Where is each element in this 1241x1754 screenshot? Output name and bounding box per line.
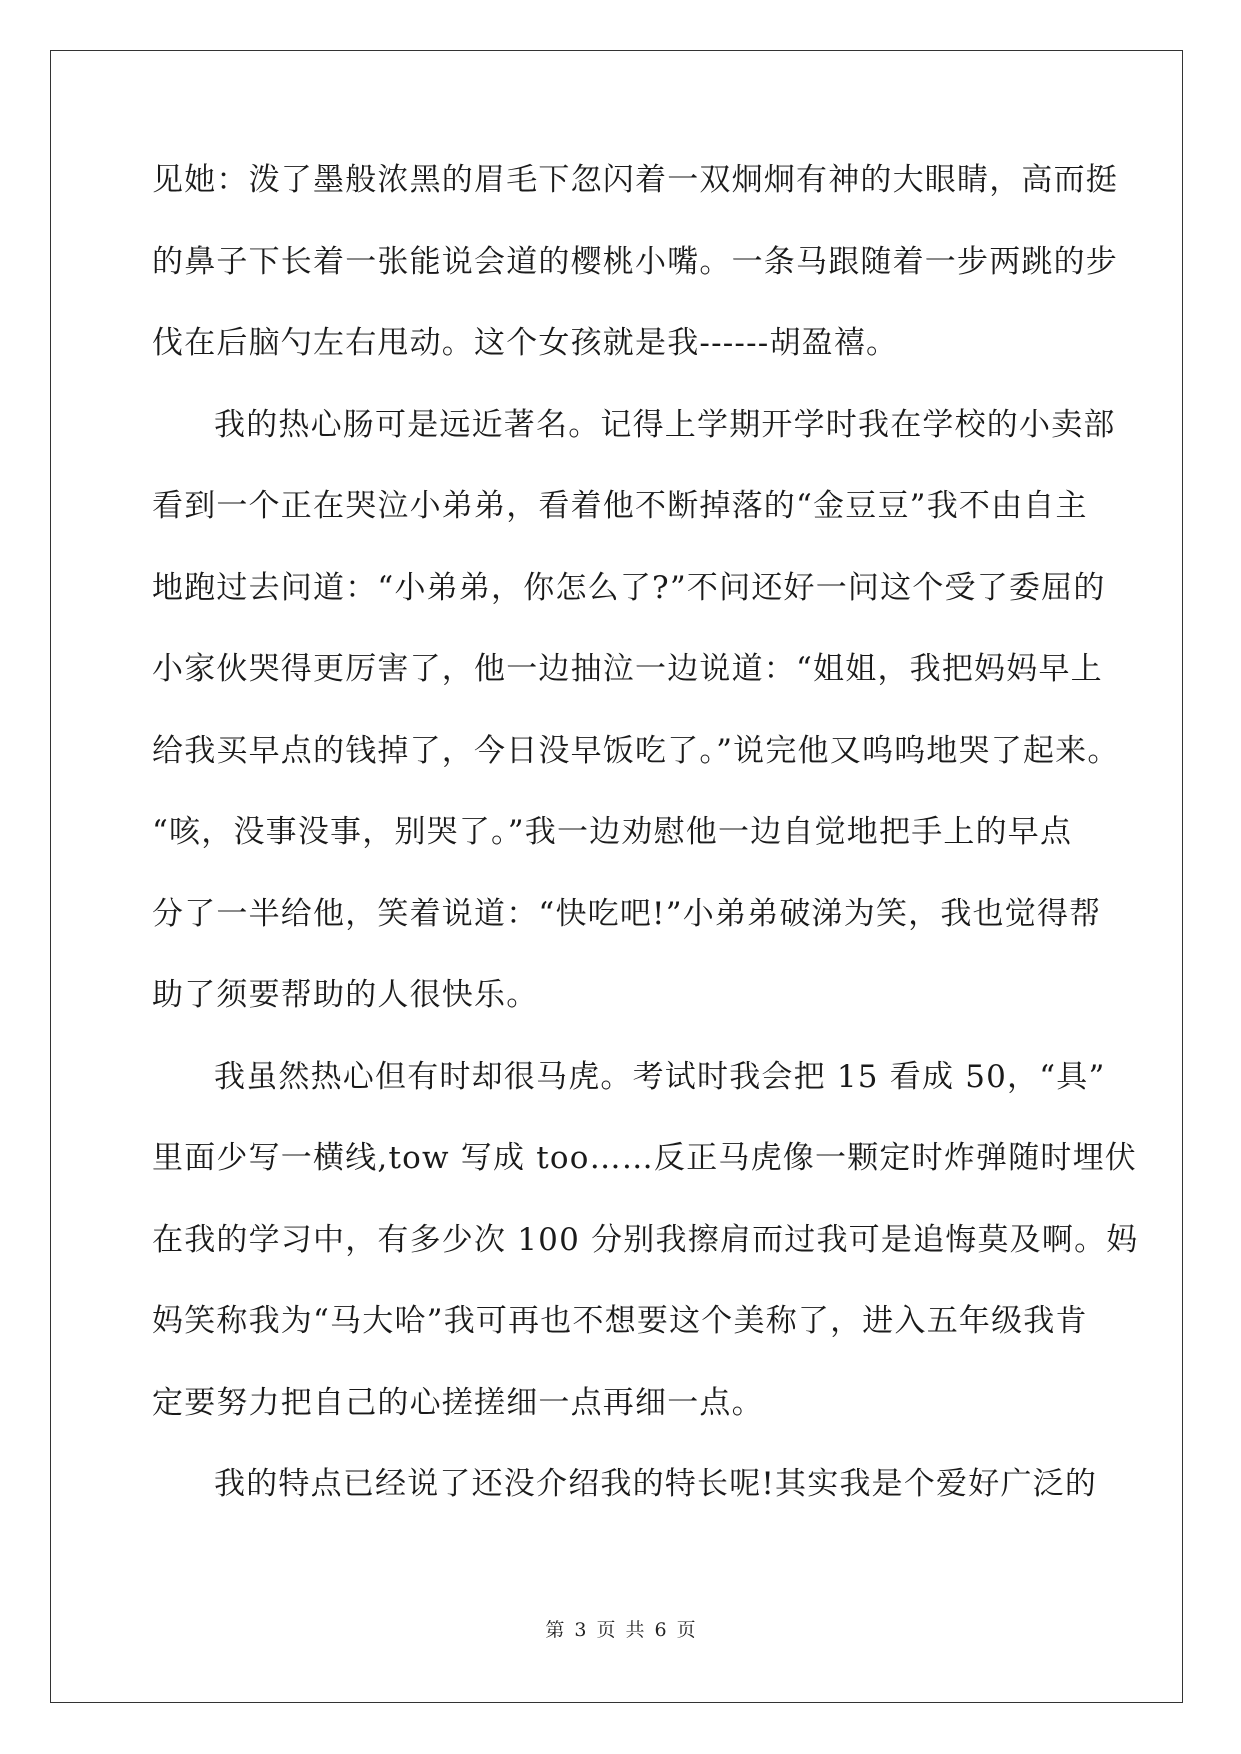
page-footer [0, 1618, 1241, 1642]
text-line: 分了一半给他，笑着说道：“快吃吧!”小弟弟破涕为笑，我也觉得帮 [152, 895, 1102, 932]
text-line: 定要努力把自己的心搓搓细一点再细一点。 [152, 1384, 764, 1421]
text-line: 地跑过去问道：“小弟弟，你怎么了?”不问还好一问这个受了委屈的 [152, 569, 1106, 606]
paragraph-start-line: 我的热心肠可是远近著名。记得上学期开学时我在学校的小卖部 [214, 406, 1116, 443]
text-line: 小家伙哭得更厉害了，他一边抽泣一边说道：“姐姐，我把妈妈早上 [152, 651, 1103, 687]
text-line: 伐在后脑勺左右甩动。这个女孩就是我------胡盈禧。 [152, 325, 899, 361]
document-body [152, 160, 1139, 1546]
paragraph-start-line: 我虽然热心但有时却很马虎。考试时我会把 15 看成 50，“具” [214, 1058, 1106, 1095]
text-line: 在我的学习中，有多少次 100 分别我擦肩而过我可是追悔莫及啊。妈 [152, 1221, 1139, 1258]
page-number: 第 3 页 共 6 页 [545, 1619, 696, 1641]
text-line: 妈笑称我为“马大哈”我可再也不想要这个美称了，进入五年级我肯 [152, 1303, 1088, 1339]
text-line: 的鼻子下长着一张能说会道的樱桃小嘴。一条马跟随着一步两跳的步 [152, 243, 1118, 280]
text-line: 助了须要帮助的人很快乐。 [152, 977, 539, 1013]
text-line: 看到一个正在哭泣小弟弟，看着他不断掉落的“金豆豆”我不由自主 [152, 488, 1088, 524]
text-line: 里面少写一横线,tow 写成 too……反正马虎像一颗定时炸弹随时埋伏 [152, 1140, 1137, 1176]
text-line: 给我买早点的钱掉了，今日没早饭吃了。”说完他又呜呜地哭了起来。 [152, 732, 1120, 769]
paragraph-start-line: 我的特点已经说了还没介绍我的特长呢!其实我是个爱好广泛的 [214, 1466, 1098, 1502]
text-line: 见她：泼了墨般浓黑的眉毛下忽闪着一双炯炯有神的大眼睛，高而挺 [152, 162, 1118, 198]
text-line: “咳，没事没事，别哭了。”我一边劝慰他一边自觉地把手上的早点 [152, 814, 1073, 850]
